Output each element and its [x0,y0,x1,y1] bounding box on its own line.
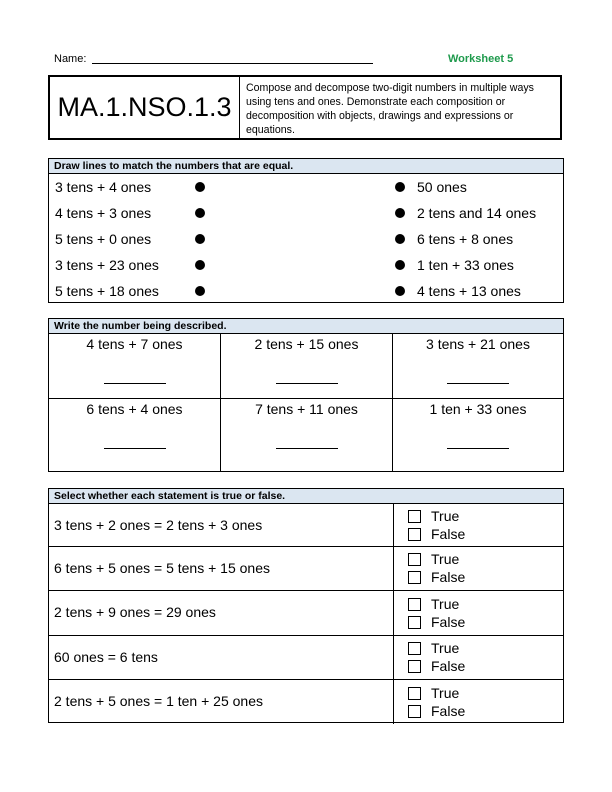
true-label: True [431,596,460,612]
describe-expression: 4 tens + 7 ones [86,336,183,352]
true-checkbox[interactable] [408,687,421,700]
describe-expression: 3 tens + 21 ones [426,336,530,352]
answer-blank[interactable] [104,383,166,384]
statement: 3 tens + 2 ones = 2 tens + 3 ones [54,517,263,533]
truefalse-options [393,547,564,590]
false-option[interactable] [408,568,465,586]
truefalse-options [393,504,564,546]
left-match-dot[interactable] [195,286,205,296]
answer-blank[interactable] [104,448,166,449]
truefalse-options [393,591,564,635]
standard-code: MA.1.NSO.1.3 [50,77,240,138]
describe-cell [221,399,393,471]
false-label: False [431,658,466,674]
false-checkbox[interactable] [408,705,421,718]
false-label: False [431,526,466,542]
truefalse-instruction: Select whether each statement is true or false. [48,488,564,504]
true-checkbox[interactable] [408,553,421,566]
describe-cell [221,334,393,399]
left-item: 3 tens + 23 ones [55,257,159,273]
describe-cell [393,399,563,471]
true-label: True [431,508,460,524]
true-checkbox[interactable] [408,598,421,611]
standard-box [48,75,562,140]
truefalse-table [48,503,564,723]
left-match-dot[interactable] [195,260,205,270]
answer-blank[interactable] [276,383,338,384]
answer-blank[interactable] [447,383,509,384]
right-item: 6 tens + 8 ones [417,231,514,247]
worksheet-title: Worksheet 5 [448,53,514,65]
right-match-dot[interactable] [395,182,405,192]
right-item: 4 tens + 13 ones [417,283,521,299]
describe-expression: 7 tens + 11 ones [255,401,358,417]
false-label: False [431,703,466,719]
truefalse-row [49,680,563,724]
name-label: Name: [54,53,87,65]
statement: 2 tens + 5 ones = 1 ten + 25 ones [54,693,263,709]
right-item: 1 ten + 33 ones [417,257,514,273]
true-checkbox[interactable] [408,642,421,655]
true-option[interactable] [408,550,459,568]
true-option[interactable] [408,595,459,613]
true-checkbox[interactable] [408,510,421,523]
right-match-dot[interactable] [395,286,405,296]
left-item: 4 tens + 3 ones [55,205,152,221]
describe-instruction: Write the number being described. [48,318,564,334]
statement: 2 tens + 9 ones = 29 ones [54,604,216,620]
describe-grid [48,333,564,472]
name-input-line[interactable] [92,63,373,64]
false-option[interactable] [408,657,465,675]
statement: 6 tens + 5 ones = 5 tens + 15 ones [54,560,270,576]
false-label: False [431,614,466,630]
true-label: True [431,685,460,701]
right-item: 2 tens and 14 ones [417,205,537,221]
false-label: False [431,569,466,585]
right-match-dot[interactable] [395,234,405,244]
true-option[interactable] [408,507,459,525]
false-checkbox[interactable] [408,660,421,673]
truefalse-options [393,680,564,724]
false-option[interactable] [408,525,465,543]
answer-blank[interactable] [447,448,509,449]
left-item: 5 tens + 0 ones [55,231,152,247]
right-match-dot[interactable] [395,260,405,270]
truefalse-row [49,547,563,591]
statement: 60 ones = 6 tens [54,649,158,665]
truefalse-row [49,504,563,547]
right-item: 50 ones [417,179,467,195]
truefalse-row [49,591,563,636]
left-item: 5 tens + 18 ones [55,283,159,299]
matching-section [48,173,564,303]
describe-expression: 1 ten + 33 ones [429,401,527,417]
false-checkbox[interactable] [408,528,421,541]
truefalse-options [393,636,564,679]
true-label: True [431,640,460,656]
left-match-dot[interactable] [195,208,205,218]
right-match-dot[interactable] [395,208,405,218]
true-option[interactable] [408,639,459,657]
matching-instruction: Draw lines to match the numbers that are equal. [48,158,564,174]
left-match-dot[interactable] [195,234,205,244]
standard-description: Compose and decompose two-digit numbers in multiple ways using tens and ones. Demonstrate each composition or decomposition with objects, drawings and expressions or equations. [246,82,534,136]
answer-blank[interactable] [276,448,338,449]
truefalse-row [49,636,563,680]
true-label: True [431,551,460,567]
describe-cell [393,334,563,399]
false-option[interactable] [408,702,465,720]
false-checkbox[interactable] [408,616,421,629]
left-match-dot[interactable] [195,182,205,192]
left-item: 3 tens + 4 ones [55,179,152,195]
describe-cell [49,399,221,471]
true-option[interactable] [408,684,459,702]
describe-expression: 6 tens + 4 ones [86,401,183,417]
false-option[interactable] [408,613,465,631]
describe-expression: 2 tens + 15 ones [254,336,359,352]
describe-cell [49,334,221,399]
false-checkbox[interactable] [408,571,421,584]
